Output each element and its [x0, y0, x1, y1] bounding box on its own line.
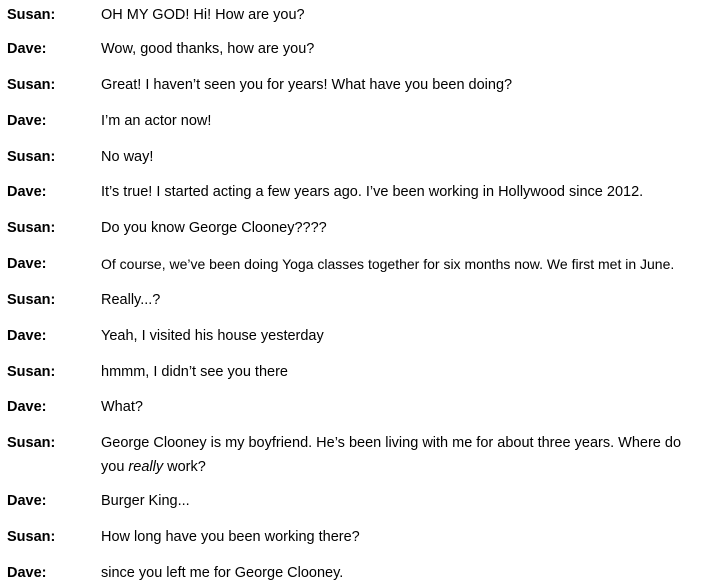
speech-text: Wow, good thanks, how are you? [101, 41, 315, 57]
speaker-label: Dave: [7, 399, 47, 415]
speech-text: I’m an actor now! [101, 113, 212, 129]
speech-text: It’s true! I started acting a few years ago. I’ve been working in Hollywood since 2012. [101, 184, 644, 200]
speaker-label: Susan: [7, 364, 56, 380]
speech-text: Yeah, I visited his house yesterday [101, 328, 324, 344]
speech-text [101, 431, 701, 479]
speech-text: hmmm, I didn’t see you there [101, 364, 288, 380]
speaker-label: Susan: [7, 292, 56, 308]
speech-text: OH MY GOD! Hi! How are you? [101, 7, 305, 23]
speech-text: Burger King... [101, 493, 190, 509]
speech-text: Great! I haven’t seen you for years! What have you been doing? [101, 77, 513, 93]
speech-text: How long have you been working there? [101, 529, 360, 545]
speaker-label: Susan: [7, 220, 56, 236]
speaker-label: Dave: [7, 565, 47, 581]
speech-text: since you left me for George Clooney. [101, 565, 344, 581]
speech-text-part: George Clooney is my boyfriend. He’s been living with me for about three years. Where do you [101, 435, 682, 475]
speaker-label: Susan: [7, 149, 56, 165]
speaker-label: Susan: [7, 435, 56, 451]
speaker-label: Dave: [7, 41, 47, 57]
speech-text: Really...? [101, 292, 161, 308]
speaker-label: Susan: [7, 7, 56, 23]
speech-text: No way! [101, 149, 154, 165]
speaker-label: Dave: [7, 113, 47, 129]
speaker-label: Dave: [7, 256, 47, 272]
speaker-label: Susan: [7, 529, 56, 545]
speaker-label: Dave: [7, 328, 47, 344]
speech-text: Of course, we’ve been doing Yoga classes together for six months now. We first met in June. [101, 256, 675, 272]
speech-text: Do you know George Clooney???? [101, 220, 327, 236]
speech-emphasis: really [128, 459, 164, 475]
speaker-label: Dave: [7, 493, 47, 509]
speech-text: What? [101, 399, 143, 415]
speaker-label: Dave: [7, 184, 47, 200]
speaker-label: Susan: [7, 77, 56, 93]
speech-text-part: work? [167, 459, 206, 475]
